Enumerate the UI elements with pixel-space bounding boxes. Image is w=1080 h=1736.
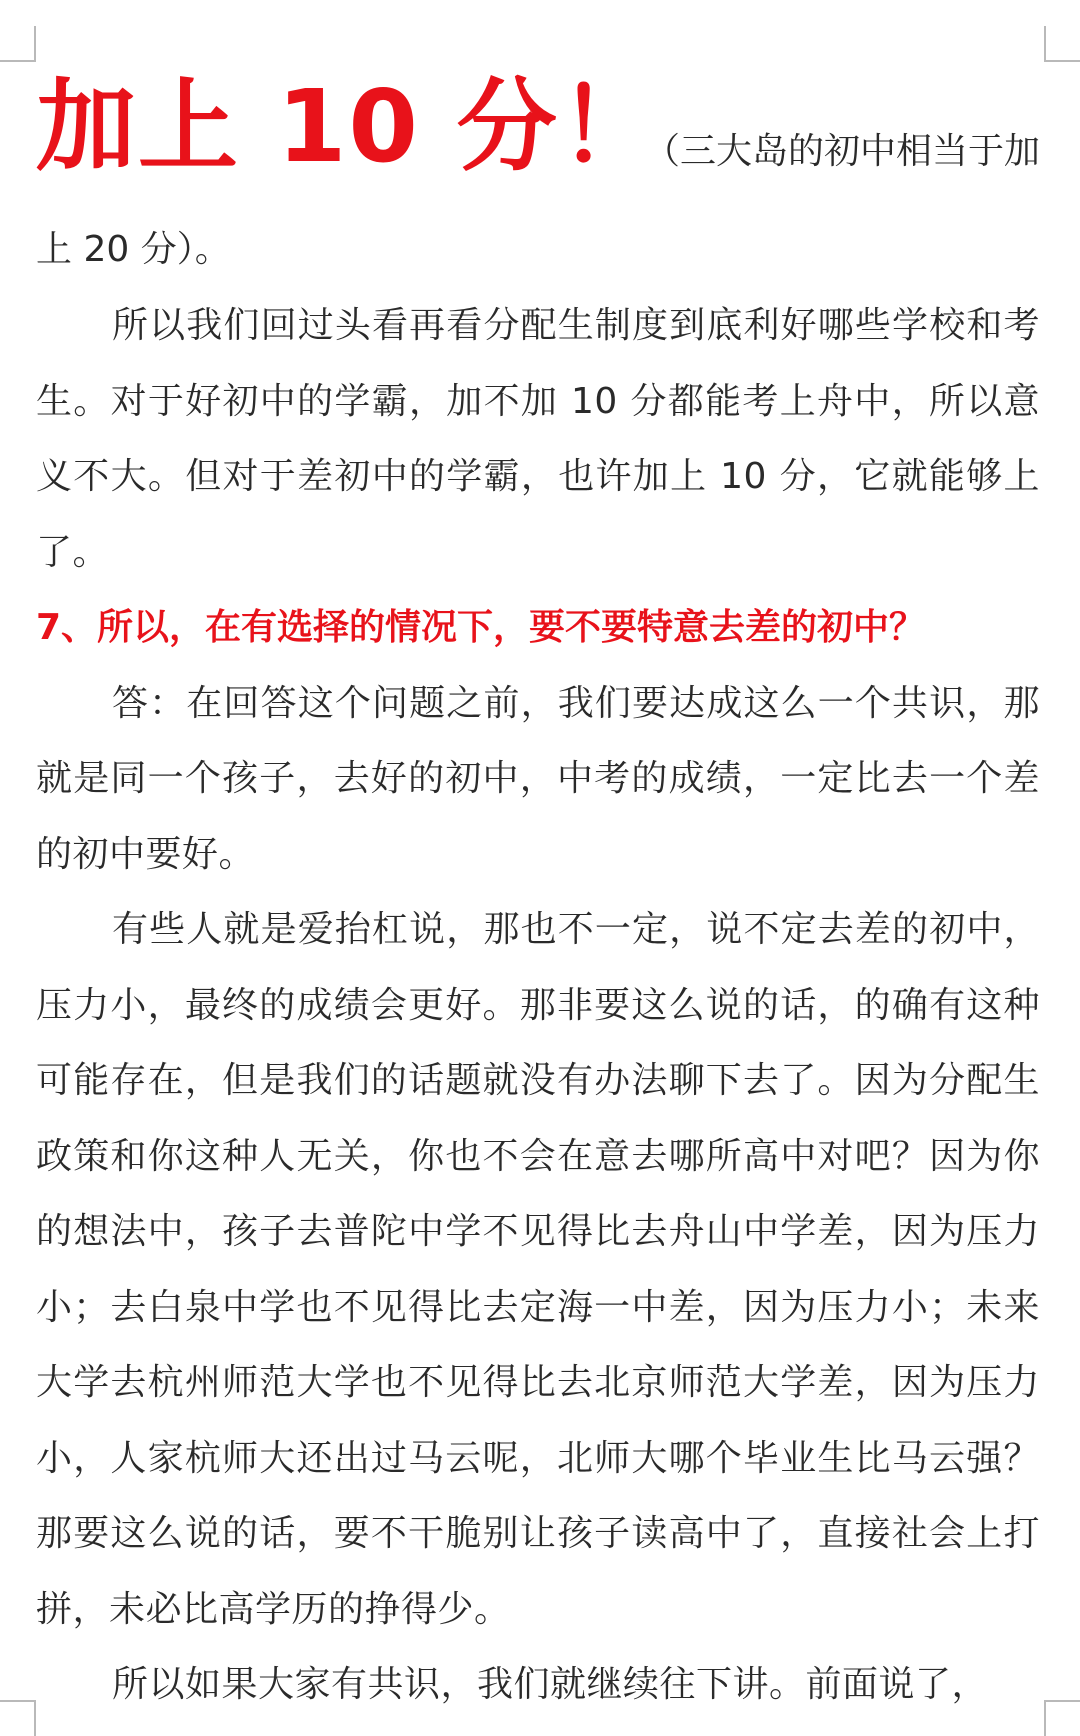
answer-paragraph: 有些人就是爱抬杠说，那也不一定，说不定去差的初中，压力小，最终的成绩会更好。那非要这么说的话，的确有这种可能存在，但是我们的话题就没有办法聊下去了。因为分配生政策和你这种人无关，你也不会在意去哪所高中对吧？因为你的想法中，孩子去普陀中学不见得比去舟山中学差，因为压力小；去白泉中学也不见得比去定海一中差，因为压力小；未来大学去杭州师范大学也不见得比去北京师范大学差，因为压力小，人家杭师大还出过马云呢，北师大哪个毕业生比马云强？那要这么说的话，要不干脆别让孩子读高中了，直接社会上打拼，未必比高学历的挣得少。 [36, 909, 1040, 1630]
crop-mark-top-right [1044, 26, 1080, 62]
body-paragraph: 所以我们回过头看再看分配生制度到底利好哪些学校和考生。对于好初中的学霸，加不加 10 分都能考上舟中，所以意义不大。但对于差初中的学霸，也许加上 10 分，它就能够上了。 [36, 305, 1040, 573]
document-body [36, 62, 1040, 1723]
crop-mark-bottom-right [1044, 1700, 1080, 1736]
crop-mark-top-left [0, 26, 36, 62]
headline-note-continued: 上 20 分）。 [36, 229, 231, 270]
headline-row [36, 62, 1040, 212]
answer-paragraph: 所以如果大家有共识，我们就继续往下讲。前面说了， [112, 1664, 989, 1705]
crop-mark-bottom-left [0, 1700, 36, 1736]
headline-title: 加上 10 分！ [36, 68, 661, 185]
headline-note: （三大岛的初中相当于加 [643, 131, 1040, 172]
section-heading: 7、所以，在有选择的情况下，要不要特意去差的初中？ [36, 607, 926, 648]
answer-paragraph: 答：在回答这个问题之前，我们要达成这么一个共识，那就是同一个孩子，去好的初中，中考的成绩，一定比去一个差的初中要好。 [36, 682, 1040, 875]
